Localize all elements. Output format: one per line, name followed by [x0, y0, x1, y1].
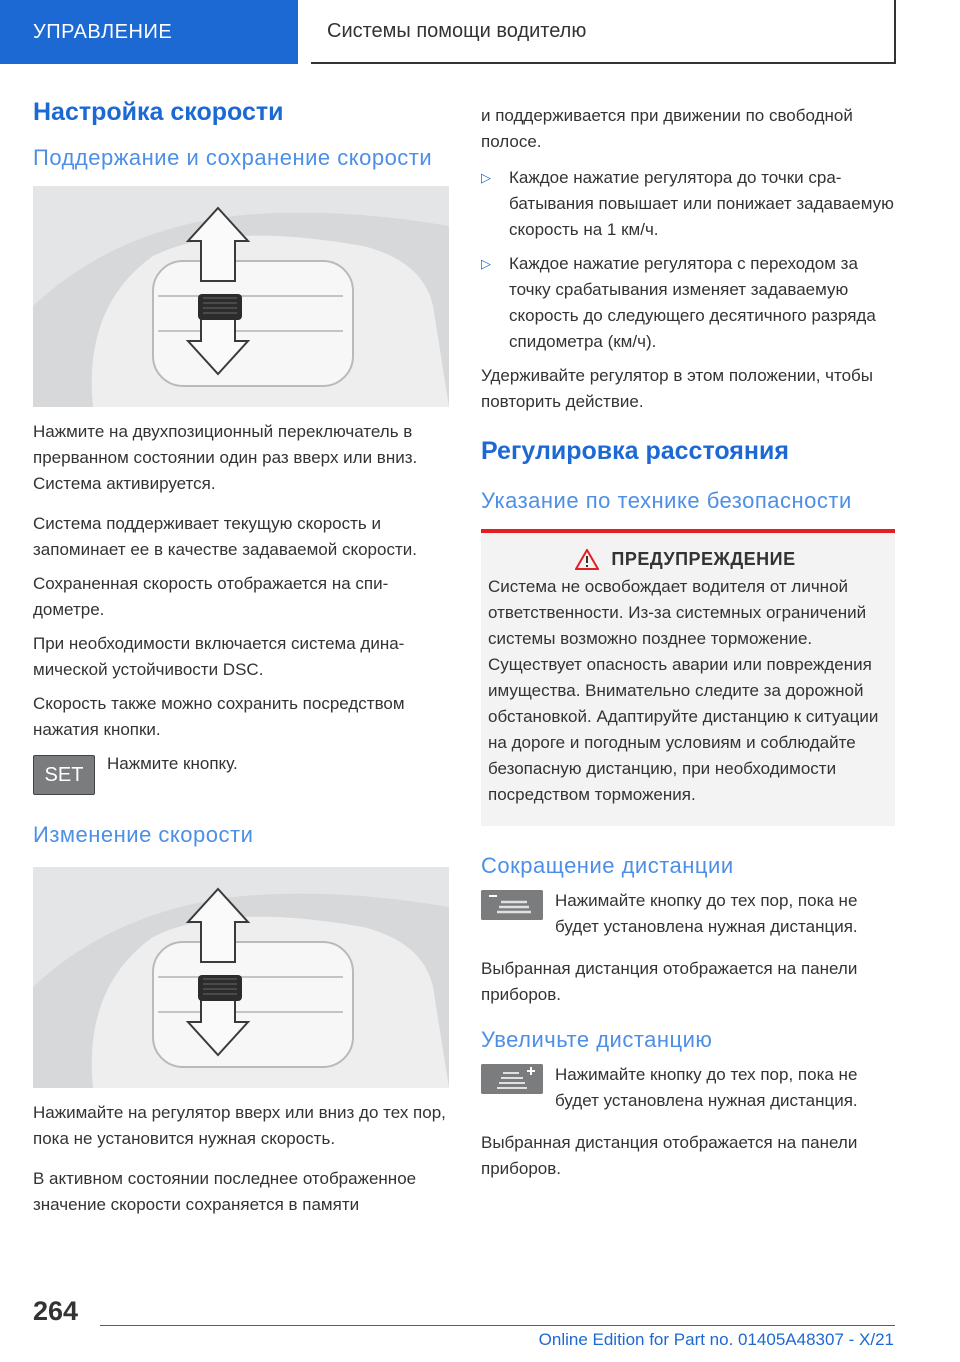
- steering-wheel-rocker-photo: [33, 186, 449, 407]
- warning-title: ПРЕДУПРЕЖДЕНИЕ: [611, 549, 796, 569]
- heading-reduce-distance: Сокращение дистанции: [481, 853, 734, 878]
- left-column: [33, 96, 449, 1226]
- right-column: [481, 103, 895, 1190]
- bullet-text: Каждое нажатие регулятора до точки срабатывания повышает или понижает задаваемую скорость на 1 км/ч.: [509, 168, 894, 239]
- set-button-text: Нажмите кнопку.: [107, 754, 238, 773]
- heading-distance-control: Регулировка расстояния: [481, 437, 789, 465]
- section-tab: [0, 0, 298, 64]
- list-item: [481, 165, 895, 243]
- chapter-label: Системы помощи водителю: [327, 19, 587, 42]
- chapter-title: [311, 0, 896, 64]
- para-dsc: При необходимости включается система динамической устойчивости DSC.: [33, 634, 405, 679]
- heading-safety-note: Указание по технике безопасности: [481, 488, 852, 513]
- para-memory: В активном состоянии последнее отображенное значение скорости сохраняется в памяти: [33, 1169, 417, 1214]
- bullet-text: Каждое нажатие регулятора с переходом за точку срабатывания изменяет задаваемую скорость до следующего десятичного разряда спидометра (км/ч).: [509, 254, 876, 351]
- set-button-label: SET: [44, 763, 84, 786]
- page-number: 264: [33, 1296, 79, 1326]
- bullet-triangle-icon: ▷: [481, 170, 491, 185]
- reduce-text: Нажимайте кнопку до тех пор, пока не будет установлена нужная дистанция.: [555, 891, 858, 936]
- heading-hold-save-speed: Поддержание и сохранение скорости: [33, 145, 433, 170]
- bullet-list: [481, 165, 895, 355]
- list-item: [481, 251, 895, 355]
- edition-text: Online Edition for Part no. 01405A48307 - X/21: [538, 1330, 894, 1349]
- set-button-row: [33, 751, 449, 795]
- warning-header: [488, 549, 883, 570]
- warning-text: Система не освобождает водителя от личной ответственности. Из-за системных ограничений системы возможно позднее торможение. Существует опасность аварии или повреждения имущества. Внимательно следите за дорожной обстановкой. Адаптируйте дистанцию к ситуации на дороге и погодным условиям и соблюдайте безопасную дистанцию, при необходимости посредством торможения.: [488, 577, 879, 804]
- heading-change-speed: Изменение скорости: [33, 822, 254, 847]
- increase-text: Нажимайте кнопку до тех пор, пока не будет установлена нужная дистанция.: [555, 1065, 858, 1110]
- warning-box: [481, 529, 895, 826]
- footer-divider: [100, 1325, 895, 1326]
- section-label: УПРАВЛЕНИЕ: [33, 20, 173, 43]
- set-button-icon: [33, 755, 95, 795]
- distance-decrease-icon: [481, 890, 543, 920]
- distance-increase-icon: [481, 1064, 543, 1094]
- increase-button-row: [481, 1062, 895, 1114]
- warning-triangle-icon: [575, 549, 599, 570]
- heading-speed-setting: Настройка скорости: [33, 98, 284, 126]
- heading-increase-distance: Увеличьте дистанцию: [481, 1027, 713, 1052]
- para-hold-regulator: Удерживайте регулятор в этом положении, чтобы повторить действие.: [481, 366, 874, 411]
- para-maintain: Система поддерживает текущую скорость и запоминает ее в качестве задаваемой скорости.: [33, 514, 417, 559]
- para-free-lane: и поддерживается при движении по свободной полосе.: [481, 106, 853, 151]
- reduce-after: Выбранная дистанция отображается на панели приборов.: [481, 959, 858, 1004]
- para-speedometer: Сохраненная скорость отображается на спидометре.: [33, 574, 389, 619]
- para-activate: Нажмите на двухпозиционный переключатель в прерванном состоянии один раз вверх или вниз. Система активируется.: [33, 422, 418, 493]
- reduce-button-row: [481, 888, 895, 940]
- para-save-button: Скорость также можно сохранить посредством нажатия кнопки.: [33, 694, 405, 739]
- increase-after: Выбранная дистанция отображается на панели приборов.: [481, 1133, 858, 1178]
- bullet-triangle-icon: ▷: [481, 256, 491, 271]
- para-adjust: Нажимайте на регулятор вверх или вниз до тех пор, пока не установится нужная скорость.: [33, 1103, 446, 1148]
- steering-wheel-rocker-photo-2: [33, 867, 449, 1088]
